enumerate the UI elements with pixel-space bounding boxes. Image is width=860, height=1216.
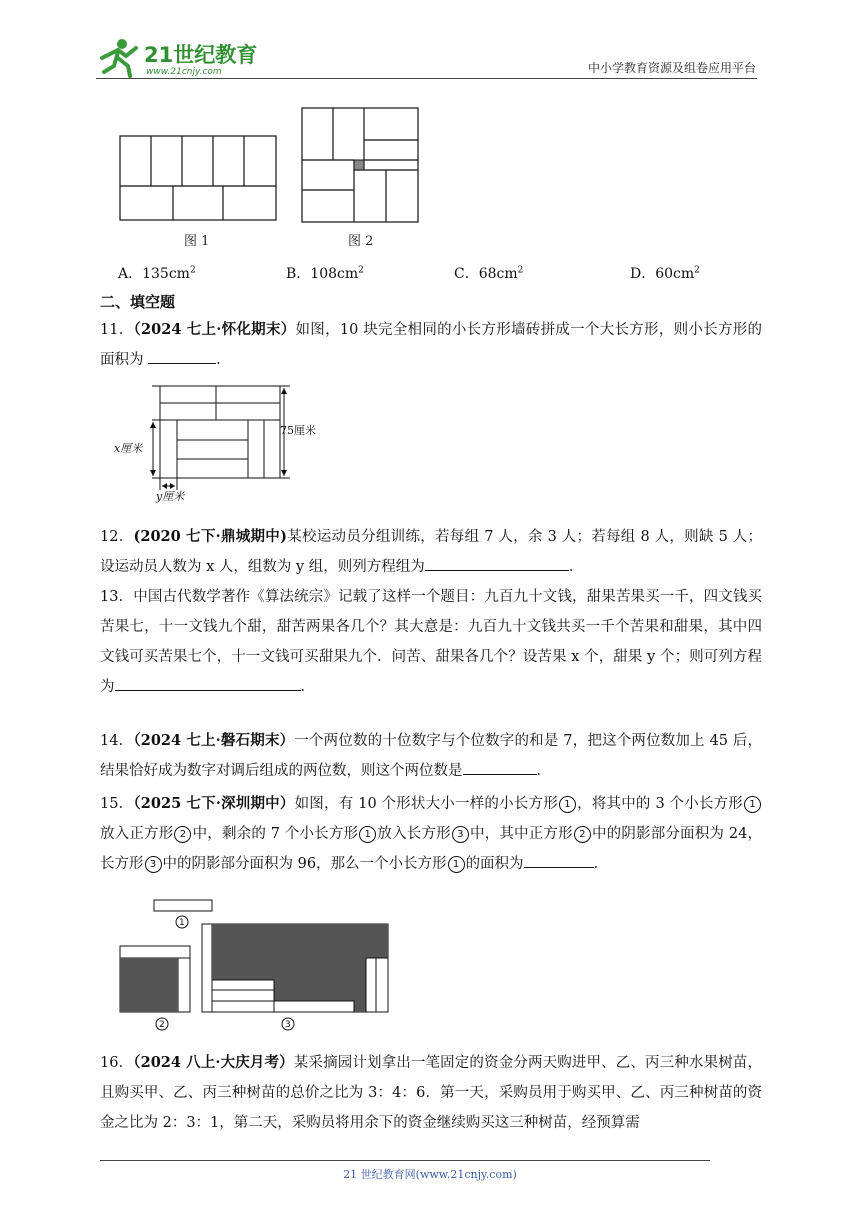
svg-text:2: 2 bbox=[159, 1020, 165, 1030]
figure-1 bbox=[118, 134, 280, 254]
figure-q11 bbox=[112, 382, 332, 504]
footer-divider bbox=[100, 1160, 710, 1161]
svg-text:3: 3 bbox=[285, 1020, 291, 1030]
question-15: 15．（2025 七下·深圳期中）如图，有 10 个形状大小一样的小长方形 1 ，将其中的 3 个小长方形 1放入正方形 2 中，剩余的 7 个小长方形 1 放入长方形 3 中，其中正方形 2 中的阴影部分面积为 24，长方形 3 中的阴影部分面积为 96，那么一个小长方形 1 的面积为 ． bbox=[100, 795, 763, 872]
logo-text: 21世纪教育 bbox=[144, 43, 258, 67]
figure-1-caption: 图 1 bbox=[184, 234, 210, 249]
option-c[interactable]: C．$68cm^2$ bbox=[454, 265, 524, 282]
answer-blank-12[interactable] bbox=[425, 554, 569, 571]
platform-name: 中小学教育资源及组卷应用平台 bbox=[587, 61, 756, 75]
question-14: 14．（2024 七上·磐石期末）一个两位数的十位数字与个位数字的和是 7，把这个两位数加上 45 后，结果恰好成为数字对调后组成的两位数，则这个两位数是 ． bbox=[100, 732, 762, 779]
option-a[interactable]: A．$135cm^2$ bbox=[118, 265, 196, 282]
answer-blank-13[interactable] bbox=[115, 674, 301, 691]
site-logo bbox=[96, 36, 266, 78]
answer-blank-14[interactable] bbox=[463, 758, 537, 775]
question-11: 11．（2024 七上·怀化期末）如图，10 块完全相同的小长方形墙砖拼成一个大长方形，则小长方形的面积为 ． bbox=[100, 321, 763, 368]
answer-blank-11[interactable] bbox=[148, 347, 216, 364]
figure-q15 bbox=[116, 896, 396, 1034]
figure-2-caption: 图 2 bbox=[348, 234, 374, 249]
answer-blank-15[interactable] bbox=[524, 851, 594, 868]
question-16: 16．（2024 八上·大庆月考）某采摘园计划拿出一笔固定的资金分两天购进甲、乙、丙三种水果树苗，且购买甲、乙、丙三种树苗的总价之比为 3：4：6．第一天，采购员用于购买甲、乙、丙三种树苗的资金之比为 2：3：1，第二天，采购员将用余下的资金继续购买这三种树苗，经预算需 bbox=[100, 1054, 763, 1131]
shaded-square bbox=[354, 160, 364, 170]
option-b[interactable]: B．$108cm^2$ bbox=[286, 265, 364, 282]
footer-text[interactable]: 21 世纪教育网(www.21cnjy.com) bbox=[343, 1168, 517, 1181]
figure-2 bbox=[300, 106, 422, 254]
logo-url: www.21cnjy.com bbox=[146, 67, 222, 77]
square-2 bbox=[120, 946, 190, 1012]
header-divider bbox=[96, 78, 757, 79]
answer-options bbox=[118, 263, 758, 283]
svg-text:1: 1 bbox=[179, 918, 185, 928]
option-d[interactable]: D．$60cm^2$ bbox=[630, 265, 700, 282]
question-13: 13．中国古代数学著作《算法统宗》记载了这样一个题目：九百九十文钱，甜果苦果买一千，四文钱买苦果七，十一文钱九个甜，甜苦两果各几个？其大意是：九百九十文钱共买一千个苦果和甜果，其中四文钱可买苦果七个，十一文钱可买甜果九个．问苦、甜果各几个？设苦果 x 个，甜果 y 个；则可列方程为 ． bbox=[100, 589, 762, 695]
label-x-cm: x厘米 bbox=[114, 442, 143, 455]
runner-icon bbox=[102, 39, 136, 76]
label-75-cm: 75厘米 bbox=[280, 424, 316, 437]
question-12: 12．(2020 七下·鼎城期中)某校运动员分组训练，若每组 7 人，余 3 人；若每组 8 人，则缺 5 人；设运动员人数为 x 人，组数为 y 组，则列方程组为 ． bbox=[100, 528, 762, 575]
label-y-cm: y厘米 bbox=[156, 490, 185, 503]
section-title: 二、填空题 bbox=[100, 293, 176, 311]
rectangle-3 bbox=[202, 924, 388, 1012]
